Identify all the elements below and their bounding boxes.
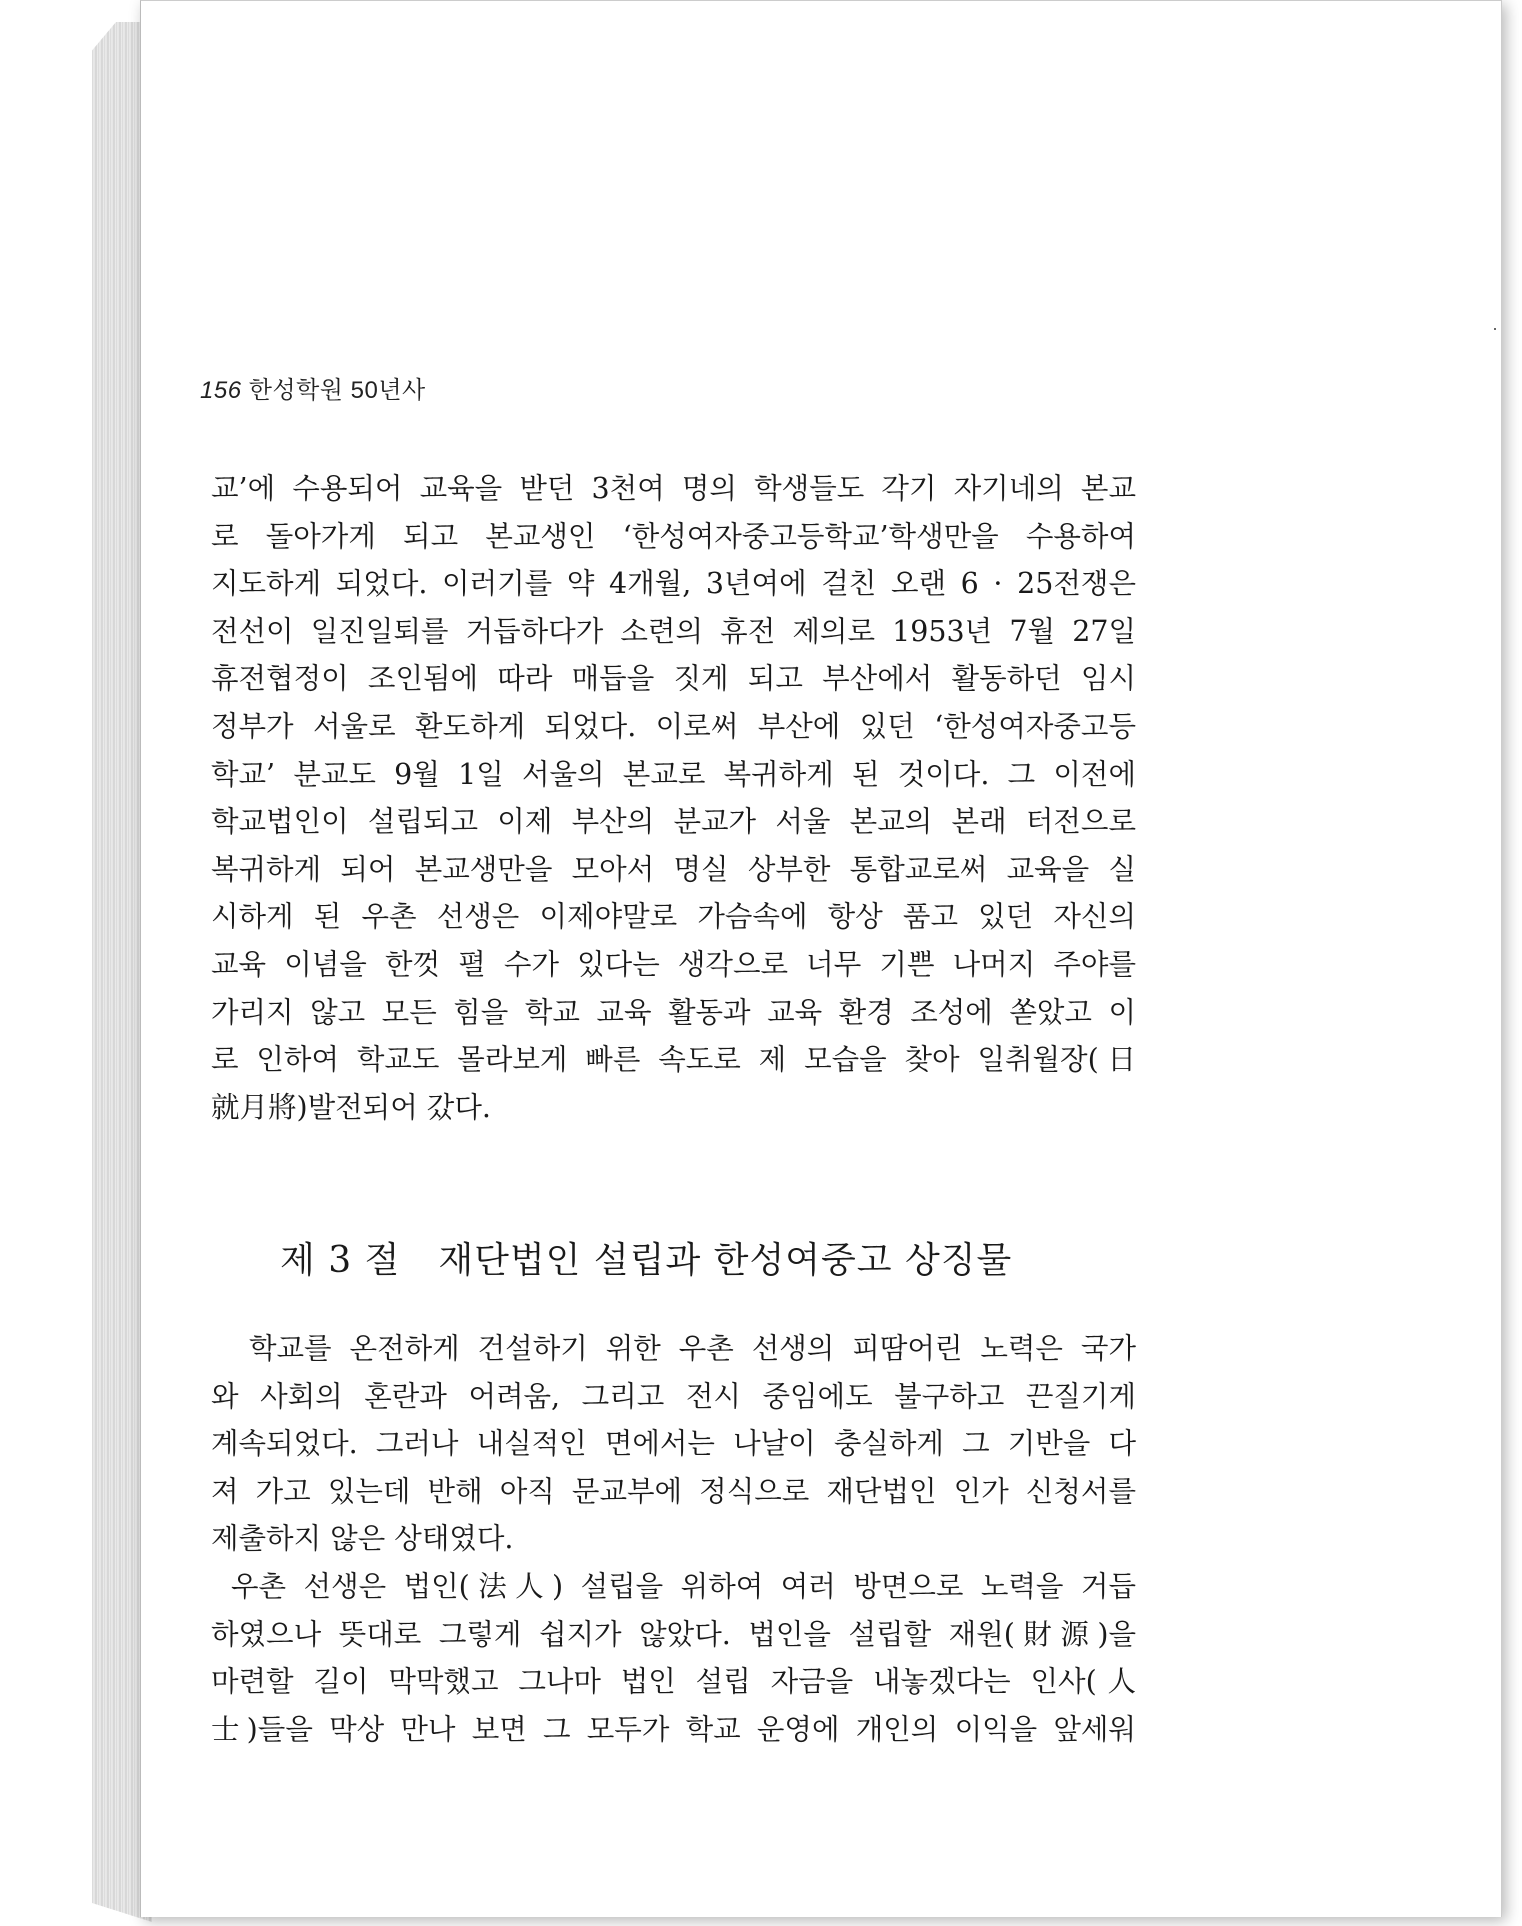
section-number: 제 3 절: [280, 1240, 401, 1281]
text-line: 계속되었다. 그러나 내실적인 면에서는 나날이 충실하게 그 기반을 다: [211, 1427, 1136, 1461]
text-line: 학교를 온전하게 건설하기 위한 우촌 선생의 피땀어린 노력은 국가: [249, 1332, 1136, 1365]
text-line: 우촌 선생은 법인(法人) 설립을 위하여 여러 방면으로 노력을 거듭: [231, 1569, 1136, 1603]
text-line: 하였으나 뜻대로 그렇게 쉽지가 않았다. 법인을 설립할 재원(財源)을: [211, 1617, 1136, 1651]
text-line: 와 사회의 혼란과 어려움, 그리고 전시 중임에도 불구하고 끈질기게: [211, 1379, 1136, 1413]
text-line: 휴전협정이 조인됨에 따라 매듭을 짓게 되고 부산에서 활동하던 임시: [211, 662, 1136, 696]
text-line: 교육 이념을 한껏 펼 수가 있다는 생각으로 너무 기쁜 나머지 주야를: [211, 947, 1136, 981]
paragraph-1: [211, 465, 1136, 1131]
text-line: 시하게 된 우촌 선생은 이제야말로 가슴속에 항상 품고 있던 자신의: [211, 900, 1136, 934]
text-line: 져 가고 있는데 반해 아직 문교부에 정식으로 재단법인 인가 신청서를: [211, 1474, 1136, 1508]
text-line: 가리지 않고 모든 힘을 학교 교육 활동과 교육 환경 조성에 쏟았고 이: [211, 995, 1136, 1029]
text-line: 교’에 수용되어 교육을 받던 3천여 명의 학생들도 각기 자기네의 본교: [211, 472, 1136, 505]
text-line: 복귀하게 되어 본교생만을 모아서 명실 상부한 통합교로써 교육을 실: [211, 852, 1136, 886]
section-title: 재단법인 설립과 한성여중고 상징물: [438, 1240, 1013, 1281]
text-line: 학교’ 분교도 9월 1일 서울의 본교로 복귀하게 된 것이다. 그 이전에: [211, 757, 1136, 791]
scan-speck: [1494, 328, 1496, 330]
page-number: 156: [200, 377, 242, 404]
text-line: 제출하지 않은 상태였다.: [211, 1522, 514, 1556]
text-line: 就月將)발전되어 갔다.: [211, 1090, 491, 1124]
book-title: 한성학원 50년사: [248, 377, 426, 404]
text-line: 로 돌아가게 되고 본교생인 ‘한성여자중고등학교’학생만을 수용하여: [211, 519, 1136, 553]
running-head: [200, 370, 426, 405]
text-line: 정부가 서울로 환도하게 되었다. 이로써 부산에 있던 ‘한성여자중고등: [211, 709, 1136, 743]
text-line: 전선이 일진일퇴를 거듭하다가 소련의 휴전 제의로 1953년 7월 27일: [211, 614, 1136, 648]
text-line: 士)들을 막상 만나 보면 그 모두가 학교 운영에 개인의 이익을 앞세워: [211, 1712, 1136, 1746]
text-line: 학교법인이 설립되고 이제 부산의 분교가 서울 본교의 본래 터전으로: [211, 805, 1136, 839]
section-heading: [280, 1232, 1012, 1283]
paragraph-2: [211, 1325, 1136, 1753]
text-line: 로 인하여 학교도 몰라보게 빠른 속도로 제 모습을 찾아 일취월장(日: [211, 1043, 1136, 1077]
text-line: 지도하게 되었다. 이러기를 약 4개월, 3년여에 걸친 오랜 6 · 25전쟁은: [211, 567, 1136, 601]
text-line: 마련할 길이 막막했고 그나마 법인 설립 자금을 내놓겠다는 인사(人: [211, 1665, 1136, 1699]
